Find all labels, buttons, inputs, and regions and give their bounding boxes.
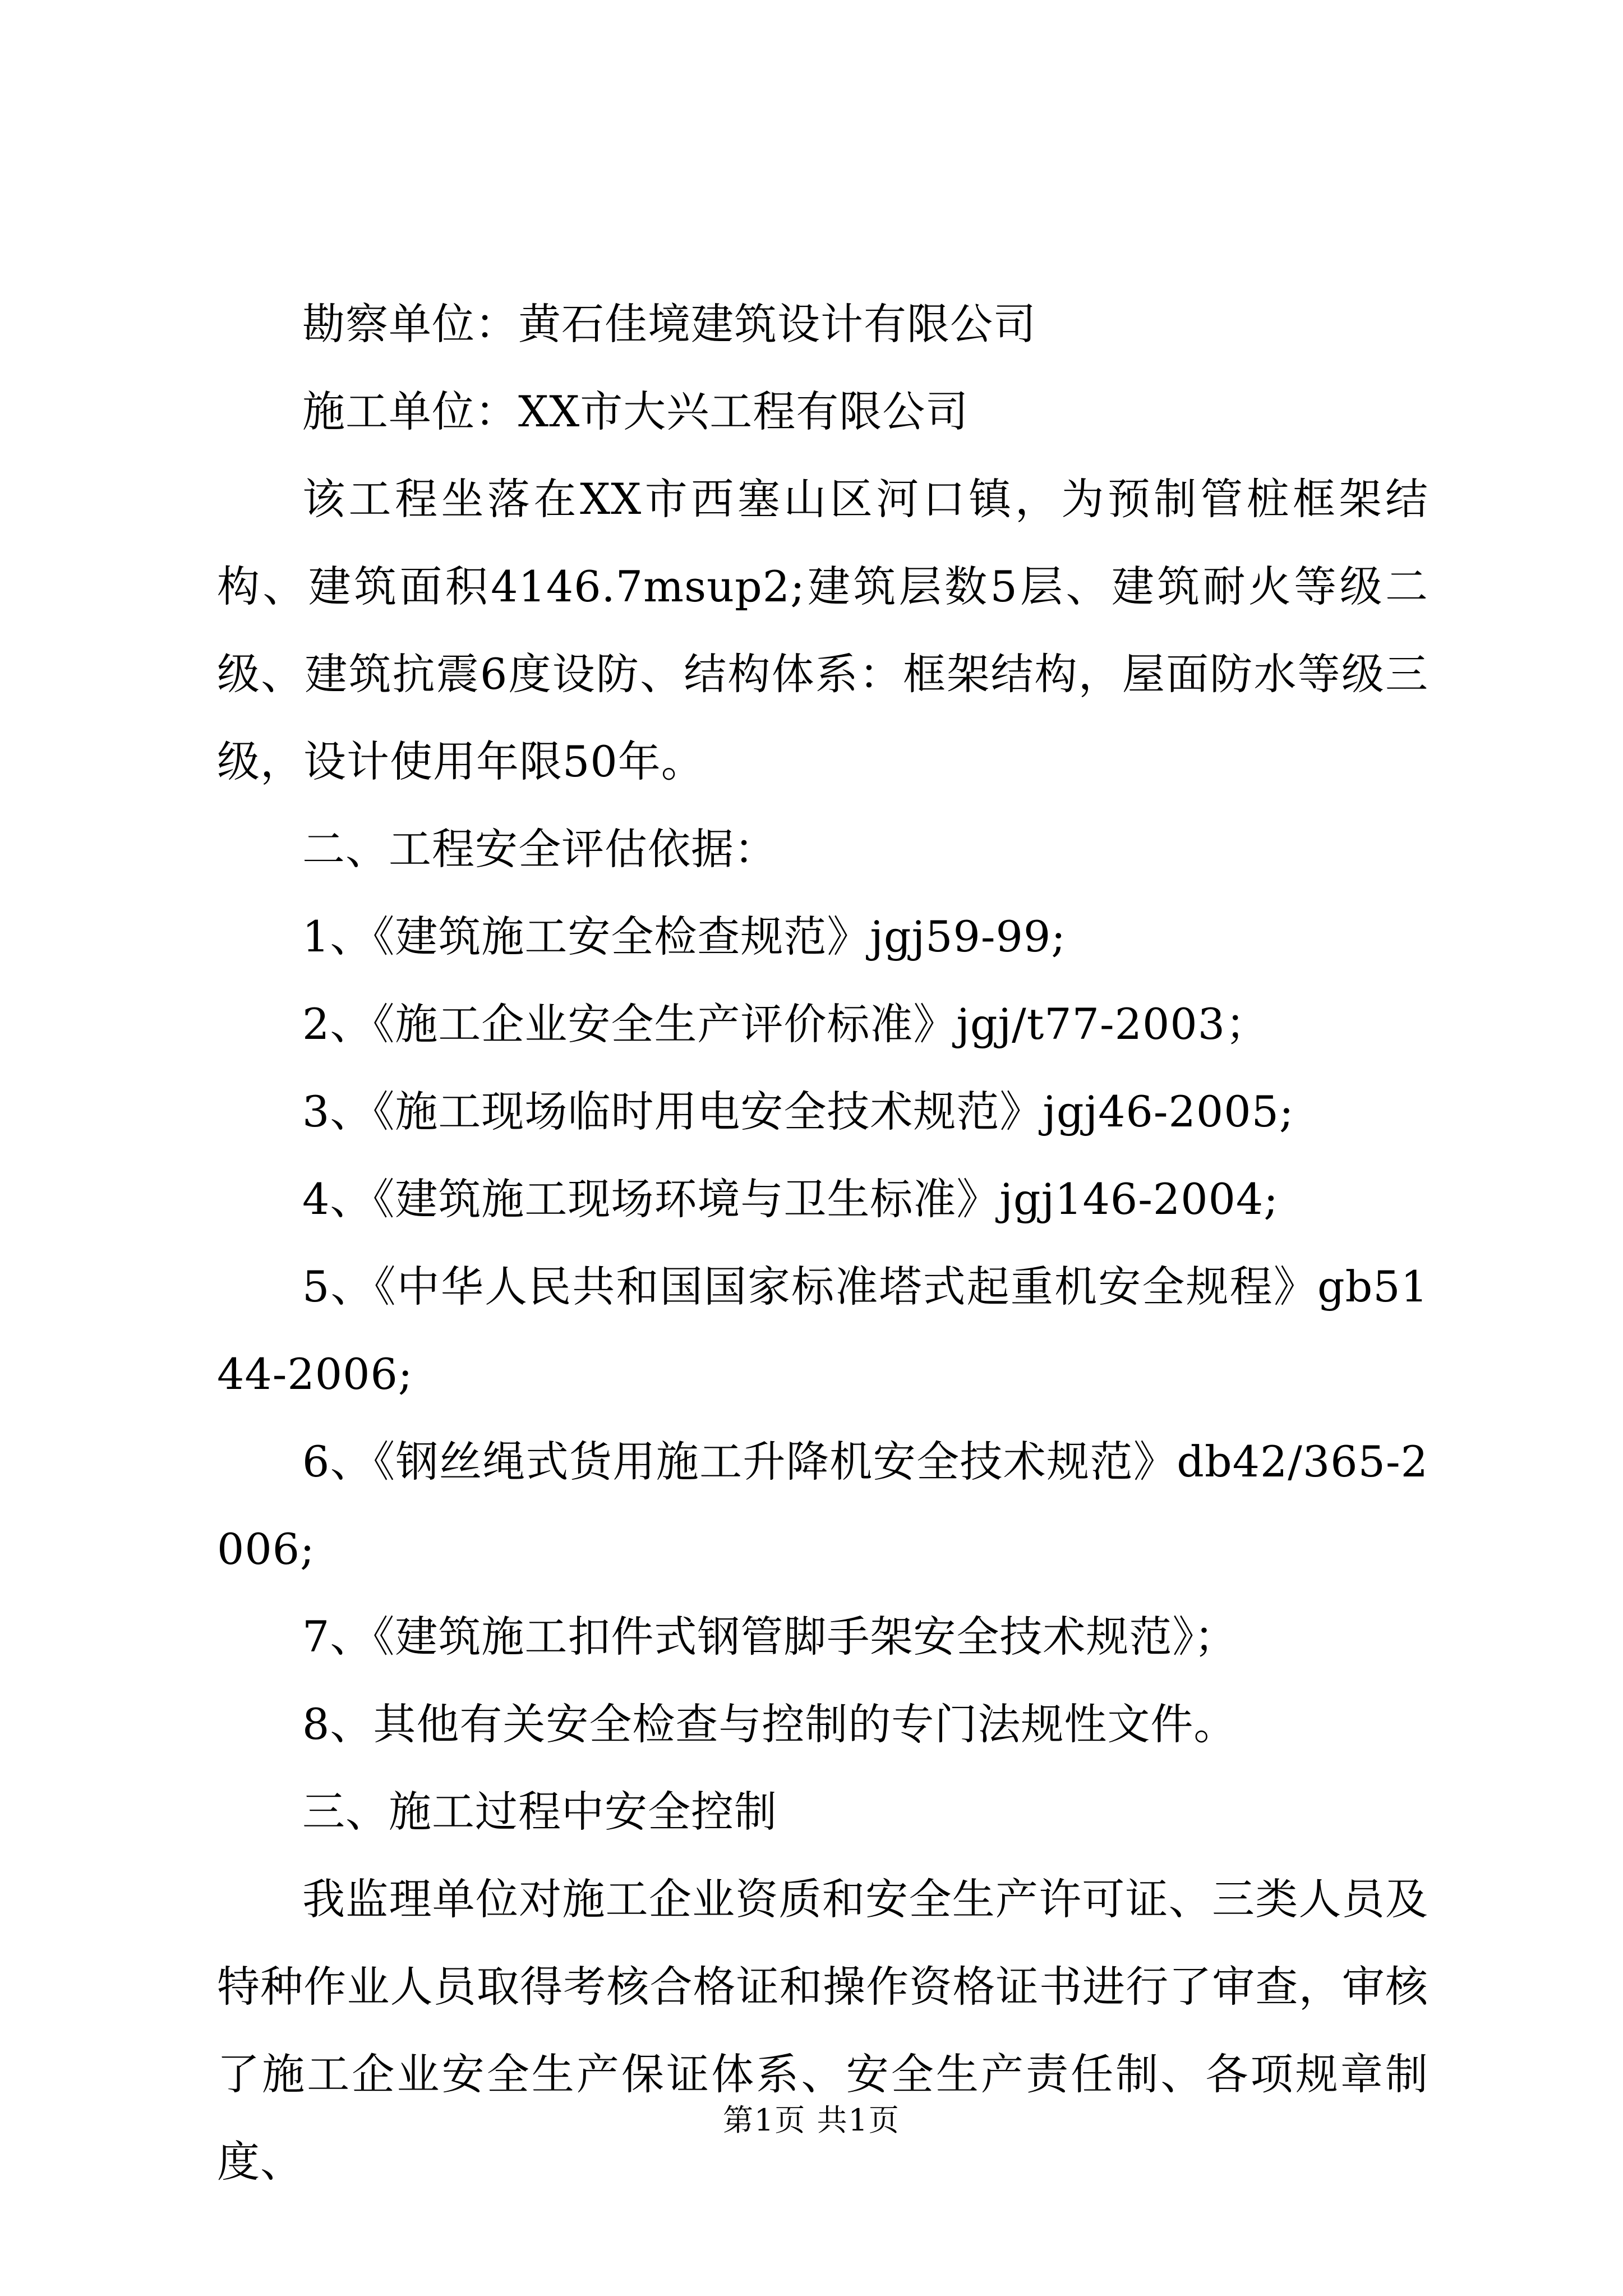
list-item-standard-2: 2、《施工企业安全生产评价标准》jgj/t77-2003； [302,999,1269,1049]
list-item-standard-8: 8、其他有关安全检查与控制的专门法规性文件。 [302,1699,1237,1749]
document-body [217,280,1428,2206]
list-item-standard-4: 4、《建筑施工现场环境与卫生标准》jgj146-2004; [302,1174,1279,1224]
paragraph-project-overview: 该工程坐落在XX市西塞山区河口镇，为预制管桩框架结构、建筑面积4146.7msup2;建筑层数5层、建筑耐火等级二级、建筑抗震6度设防、结构体系：框架结构，屋面防水等级三级，设计使用年限50年。 [217,474,1428,786]
paragraph-supervision-review: 我监理单位对施工企业资质和安全生产许可证、三类人员及特种作业人员取得考核合格证和操作资格证书进行了审查，审核了施工企业安全生产保证体系、安全生产责任制、各项规章制度、 [217,1874,1428,2187]
section-heading-safety-control: 三、施工过程中安全控制 [302,1787,777,1837]
page-number-footer: 第1页 共1页 [723,2102,900,2138]
list-item-standard-5: 5、《中华人民共和国国家标准塔式起重机安全规程》gb5144-2006; [217,1262,1428,1399]
paragraph-construction-unit: 施工单位：XX市大兴工程有限公司 [302,386,969,436]
section-heading-assessment-basis: 二、工程安全评估依据： [302,824,777,874]
paragraph-survey-unit: 勘察单位：黄石佳境建筑设计有限公司 [302,299,1036,349]
list-item-standard-3: 3、《施工现场临时用电安全技术规范》jgj46-2005; [302,1087,1294,1137]
list-item-standard-7: 7、《建筑施工扣件式钢管脚手架安全技术规范》； [302,1612,1238,1662]
list-item-standard-1: 1、《建筑施工安全检查规范》jgj59-99; [302,912,1066,961]
list-item-standard-6: 6、《钢丝绳式货用施工升降机安全技术规范》db42/365-2006; [217,1437,1428,1574]
